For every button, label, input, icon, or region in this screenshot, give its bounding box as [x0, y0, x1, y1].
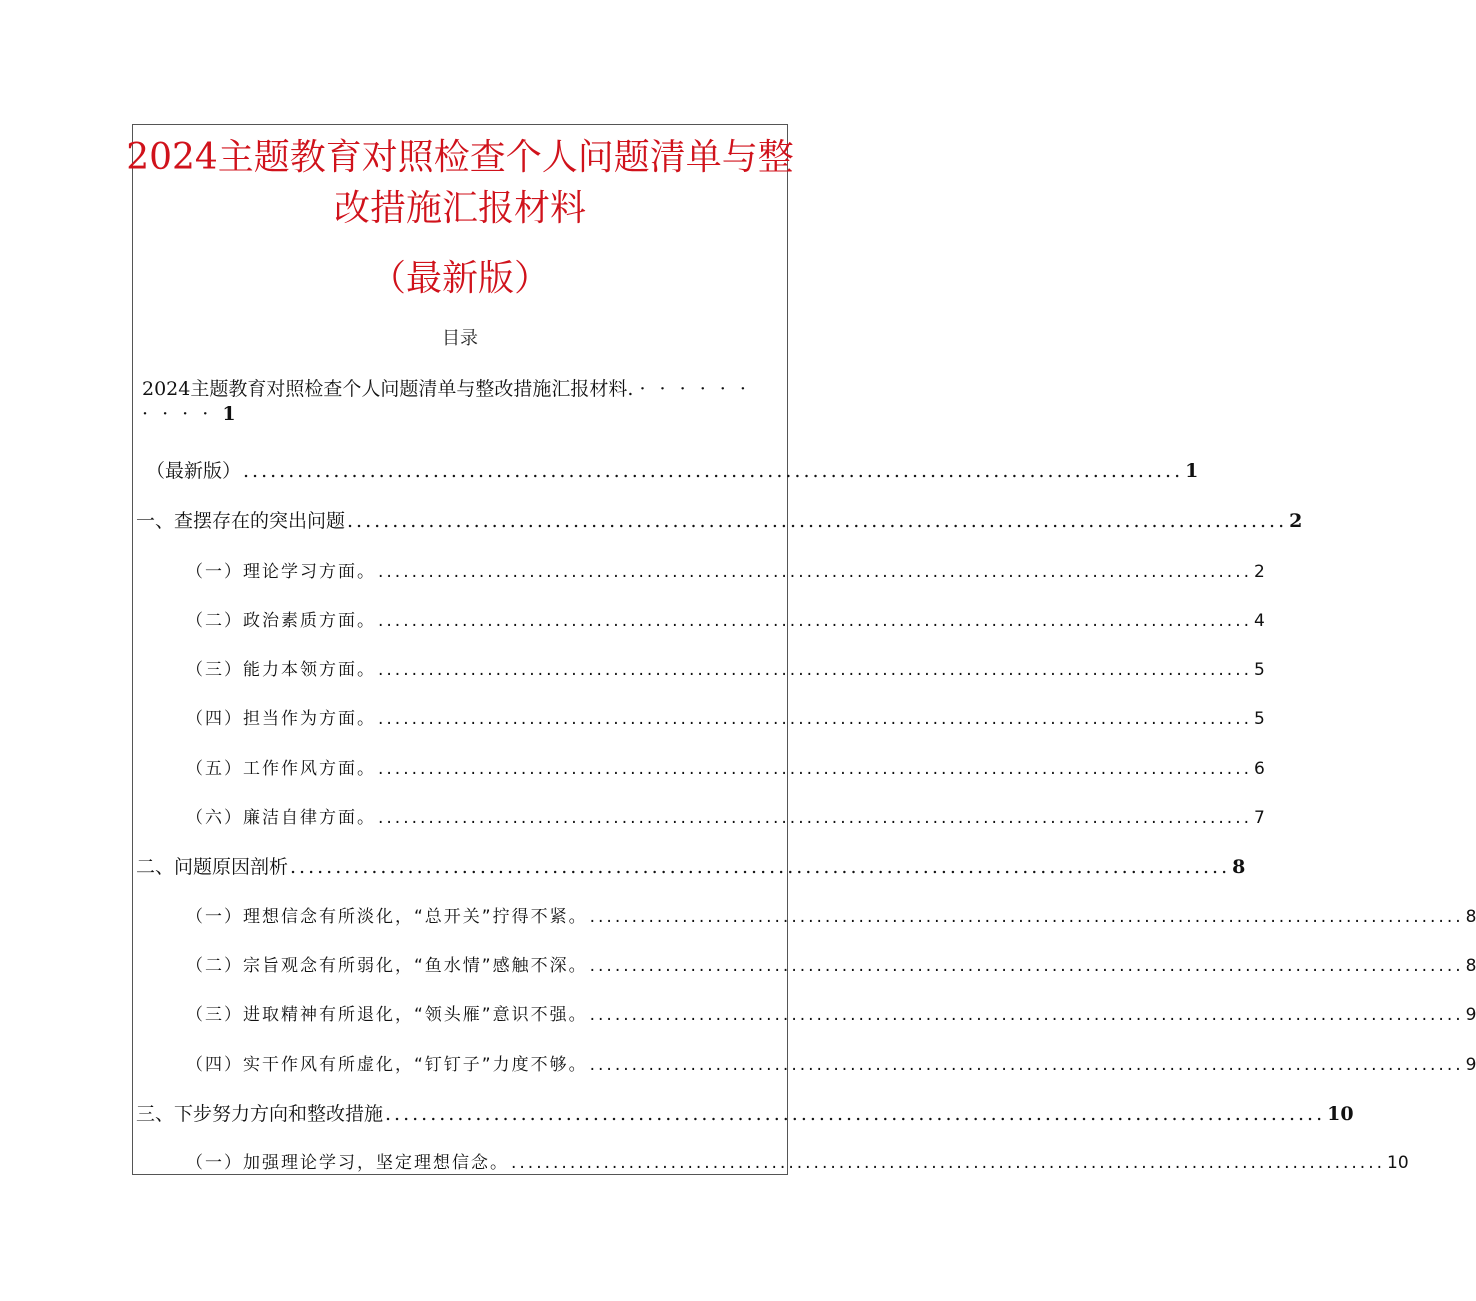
- toc-entry-label: （最新版）: [146, 460, 242, 482]
- toc-entry-label: （一）理论学习方面。: [186, 562, 376, 582]
- toc-entry-page: 10: [1387, 1153, 1409, 1173]
- toc-entry-page: 2: [1254, 562, 1265, 582]
- toc-entry-page: 4: [1254, 611, 1265, 631]
- toc-entry-label: （四）实干作风有所虚化，“钉钉子”力度不够。: [186, 1055, 588, 1075]
- toc-leader-dots: ........................................................................................................: [378, 562, 1252, 582]
- toc-entry-page: 1: [1185, 460, 1199, 482]
- toc-leader-dots: ........................................................................................................: [511, 1153, 1385, 1173]
- toc-leader-dots: ........................................................................................................: [378, 808, 1252, 828]
- toc-entry-label: （二）宗旨观念有所弱化，“鱼水情”感触不深。: [186, 956, 588, 976]
- toc-entry-label: （四）担当作为方面。: [186, 709, 376, 729]
- toc-entry[interactable]: [186, 951, 1476, 976]
- toc-leader-dots: ........................................................................................................: [378, 660, 1252, 680]
- toc-leader-dots: ........................................................................................................: [243, 460, 1184, 482]
- doc-title-line2: 改措施汇报材料: [333, 188, 586, 229]
- toc-entry[interactable]: [186, 655, 1265, 680]
- toc-leader-dots: ........................................................................................................: [378, 759, 1252, 779]
- toc-leader-dots: ........................................................................................................: [290, 856, 1231, 878]
- toc-entry[interactable]: [186, 704, 1265, 729]
- toc-entry-label: 二、问题原因剖析: [136, 856, 289, 878]
- toc-heading: 目录: [442, 328, 478, 349]
- toc-entry-label: （五）工作作风方面。: [186, 759, 376, 779]
- toc-leader-dots: · · · ·: [142, 403, 213, 425]
- toc-entry[interactable]: [186, 1148, 1409, 1173]
- toc-entry[interactable]: [186, 803, 1265, 828]
- toc-entry-page: 8: [1465, 956, 1476, 976]
- toc-leader-dots: ........................................................................................................: [589, 1005, 1464, 1025]
- toc-entry-label: （三）能力本领方面。: [186, 660, 376, 680]
- toc-entry-first[interactable]: [142, 374, 750, 401]
- toc-entry-label: （一）加强理论学习，坚定理想信念。: [186, 1153, 509, 1173]
- toc-leader-dots: ........................................................................................................: [589, 956, 1464, 976]
- toc-entry-page: 9: [1465, 1055, 1476, 1075]
- toc-entry[interactable]: [186, 902, 1476, 927]
- toc-entry-page: 1: [222, 403, 236, 425]
- toc-entry-label: （六）廉洁自律方面。: [186, 808, 376, 828]
- toc-leader-dots: ........................................................................................................: [378, 611, 1252, 631]
- toc-entry-page: 2: [1289, 510, 1303, 532]
- toc-leader-dots: · · · · · ·: [639, 378, 750, 400]
- toc-entry-page: 6: [1254, 759, 1265, 779]
- toc-entry-page: 5: [1254, 660, 1265, 680]
- toc-entry-label: （二）政治素质方面。: [186, 611, 376, 631]
- toc-entry[interactable]: [136, 506, 1303, 533]
- toc-entry[interactable]: [186, 1050, 1476, 1075]
- toc-entry[interactable]: [186, 754, 1265, 779]
- toc-entry[interactable]: [136, 1099, 1354, 1126]
- toc-entry-page: 8: [1465, 907, 1476, 927]
- toc-leader-dots: ........................................................................................................: [378, 709, 1252, 729]
- toc-entry-page: 10: [1327, 1103, 1354, 1125]
- toc-leader-dots: ........................................................................................................: [347, 510, 1288, 532]
- toc-entry-page: 8: [1232, 856, 1246, 878]
- toc-entry-label: （三）进取精神有所退化，“领头雁”意识不强。: [186, 1005, 588, 1025]
- toc-entry[interactable]: [186, 557, 1265, 582]
- toc-entry-page: 5: [1254, 709, 1265, 729]
- toc-entry-page: 7: [1254, 808, 1265, 828]
- toc-entry[interactable]: [146, 456, 1199, 483]
- doc-title-line3: （最新版）: [369, 258, 550, 299]
- toc-entry-first-continued[interactable]: [142, 403, 236, 425]
- toc-entry[interactable]: [186, 1000, 1476, 1025]
- toc-entry-label: 一、查摆存在的突出问题: [136, 510, 346, 532]
- toc-leader-dots: ........................................................................................................: [589, 1055, 1464, 1075]
- doc-title-line1: 2024主题教育对照检查个人问题清单与整: [126, 137, 794, 178]
- toc-entry-label: 2024主题教育对照检查个人问题清单与整改措施汇报材料.: [142, 378, 634, 400]
- toc-leader-dots: ........................................................................................................: [589, 907, 1464, 927]
- toc-leader-dots: ........................................................................................................: [385, 1103, 1326, 1125]
- toc-entry[interactable]: [136, 852, 1246, 879]
- toc-entry-page: 9: [1465, 1005, 1476, 1025]
- toc-entry[interactable]: [186, 606, 1265, 631]
- toc-entry-label: （一）理想信念有所淡化，“总开关”拧得不紧。: [186, 907, 588, 927]
- toc-entry-label: 三、下步努力方向和整改措施: [136, 1103, 384, 1125]
